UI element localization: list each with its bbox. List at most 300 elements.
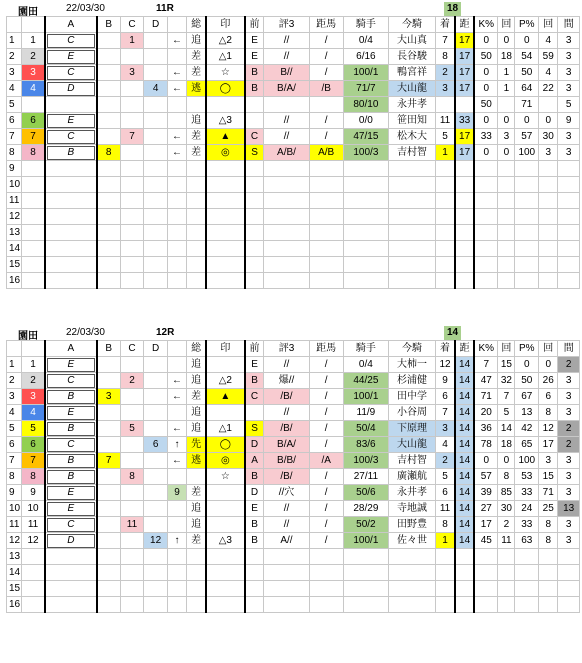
cell-b[interactable] bbox=[97, 257, 121, 273]
cell-j[interactable]: 0/0 bbox=[343, 113, 388, 129]
cell-r[interactable]: 小谷周 bbox=[388, 405, 435, 421]
cell-n[interactable]: 15 bbox=[7, 581, 22, 597]
cell-g[interactable]: 5 bbox=[558, 97, 580, 113]
cell-w[interactable]: 5 bbox=[22, 421, 46, 437]
cell-kp[interactable]: 0 bbox=[474, 33, 498, 49]
cell-k2[interactable]: 1 bbox=[498, 65, 515, 81]
cell-b[interactable] bbox=[97, 49, 121, 65]
cell-k2[interactable]: 0 bbox=[498, 33, 515, 49]
cell-ch[interactable]: 3 bbox=[436, 81, 455, 97]
cell-c[interactable] bbox=[120, 405, 144, 421]
cell-r[interactable]: 廣瀬航 bbox=[388, 469, 435, 485]
cell-k[interactable]: / bbox=[309, 129, 343, 145]
cell-d[interactable] bbox=[144, 145, 168, 161]
cell-p2[interactable]: 26 bbox=[539, 373, 558, 389]
cell-k[interactable]: / bbox=[309, 389, 343, 405]
column-header[interactable]: D bbox=[144, 341, 168, 357]
cell-ch[interactable] bbox=[436, 161, 455, 177]
cell-k2[interactable]: 30 bbox=[498, 501, 515, 517]
cell-a[interactable] bbox=[45, 501, 97, 517]
cell-ds[interactable]: 17 bbox=[455, 129, 474, 145]
cell-h[interactable] bbox=[264, 225, 309, 241]
cell-n[interactable]: 11 bbox=[7, 517, 22, 533]
cell-pp[interactable]: 65 bbox=[515, 437, 539, 453]
cell-ds[interactable] bbox=[455, 257, 474, 273]
column-header[interactable]: 着 bbox=[436, 17, 455, 33]
cell-pp[interactable]: 24 bbox=[515, 501, 539, 517]
cell-arr[interactable] bbox=[167, 161, 186, 177]
cell-j[interactable]: 71/7 bbox=[343, 81, 388, 97]
cell-n[interactable]: 3 bbox=[7, 65, 22, 81]
cell-s[interactable]: 追 bbox=[187, 113, 206, 129]
column-header[interactable] bbox=[167, 17, 186, 33]
cell-ds[interactable]: 17 bbox=[455, 33, 474, 49]
cell-f[interactable] bbox=[245, 581, 264, 597]
cell-g[interactable]: 3 bbox=[558, 33, 580, 49]
cell-w[interactable] bbox=[22, 241, 46, 257]
cell-m[interactable] bbox=[206, 357, 245, 373]
cell-a[interactable] bbox=[45, 161, 97, 177]
column-header[interactable]: A bbox=[45, 341, 97, 357]
cell-ch[interactable] bbox=[436, 225, 455, 241]
cell-b[interactable] bbox=[97, 533, 121, 549]
cell-m[interactable] bbox=[206, 597, 245, 613]
cell-arr[interactable] bbox=[167, 257, 186, 273]
cell-k2[interactable]: 85 bbox=[498, 485, 515, 501]
cell-d[interactable] bbox=[144, 469, 168, 485]
cell-k[interactable] bbox=[309, 597, 343, 613]
cell-g[interactable]: 3 bbox=[558, 129, 580, 145]
column-header[interactable]: P% bbox=[515, 17, 539, 33]
cell-j[interactable]: 0/4 bbox=[343, 357, 388, 373]
cell-f[interactable] bbox=[245, 113, 264, 129]
cell-j[interactable]: 50/6 bbox=[343, 485, 388, 501]
cell-ch[interactable] bbox=[436, 241, 455, 257]
cell-arr[interactable] bbox=[167, 97, 186, 113]
cell-b[interactable] bbox=[97, 129, 121, 145]
cell-pp[interactable]: 100 bbox=[515, 453, 539, 469]
cell-j[interactable]: 100/1 bbox=[343, 65, 388, 81]
cell-d[interactable] bbox=[144, 209, 168, 225]
cell-kp[interactable] bbox=[474, 273, 498, 289]
column-header[interactable]: 騎手 bbox=[343, 17, 388, 33]
cell-g[interactable] bbox=[558, 177, 580, 193]
cell-w[interactable] bbox=[22, 209, 46, 225]
cell-m[interactable] bbox=[206, 177, 245, 193]
cell-b[interactable] bbox=[97, 225, 121, 241]
cell-p2[interactable]: 17 bbox=[539, 437, 558, 453]
cell-h[interactable]: // bbox=[264, 501, 309, 517]
column-header[interactable]: 回 bbox=[539, 341, 558, 357]
cell-g[interactable] bbox=[558, 241, 580, 257]
cell-d[interactable] bbox=[144, 49, 168, 65]
cell-m[interactable]: △2 bbox=[206, 373, 245, 389]
cell-n[interactable]: 12 bbox=[7, 209, 22, 225]
cell-w[interactable]: 8 bbox=[22, 145, 46, 161]
cell-f[interactable] bbox=[245, 161, 264, 177]
cell-g[interactable]: 2 bbox=[558, 421, 580, 437]
cell-k[interactable]: / bbox=[309, 405, 343, 421]
cell-ds[interactable] bbox=[455, 273, 474, 289]
cell-p2[interactable]: 59 bbox=[539, 49, 558, 65]
cell-p2[interactable]: 0 bbox=[539, 357, 558, 373]
cell-k2[interactable] bbox=[498, 225, 515, 241]
cell-c[interactable] bbox=[120, 161, 144, 177]
cell-j[interactable]: 50/4 bbox=[343, 421, 388, 437]
cell-ds[interactable] bbox=[455, 565, 474, 581]
cell-k2[interactable]: 0 bbox=[498, 453, 515, 469]
cell-w[interactable]: 9 bbox=[22, 485, 46, 501]
cell-a[interactable] bbox=[45, 517, 97, 533]
cell-h[interactable] bbox=[264, 241, 309, 257]
cell-arr[interactable]: ← bbox=[167, 421, 186, 437]
cell-h[interactable]: B/B/ bbox=[264, 453, 309, 469]
cell-s[interactable] bbox=[187, 97, 206, 113]
cell-r[interactable]: 笹田知 bbox=[388, 113, 435, 129]
cell-d[interactable] bbox=[144, 405, 168, 421]
cell-j[interactable]: 28/29 bbox=[343, 501, 388, 517]
cell-b[interactable] bbox=[97, 81, 121, 97]
column-header[interactable]: 総 bbox=[187, 341, 206, 357]
cell-ds[interactable] bbox=[455, 193, 474, 209]
cell-n[interactable]: 5 bbox=[7, 97, 22, 113]
cell-k[interactable]: / bbox=[309, 533, 343, 549]
cell-f[interactable]: B bbox=[245, 517, 264, 533]
cell-arr[interactable]: ← bbox=[167, 389, 186, 405]
cell-n[interactable]: 9 bbox=[7, 485, 22, 501]
cell-g[interactable]: 3 bbox=[558, 469, 580, 485]
cell-n[interactable]: 1 bbox=[7, 33, 22, 49]
cell-arr[interactable]: ← bbox=[167, 453, 186, 469]
cell-kp[interactable]: 33 bbox=[474, 129, 498, 145]
cell-a[interactable] bbox=[45, 65, 97, 81]
cell-m[interactable] bbox=[206, 517, 245, 533]
cell-n[interactable]: 12 bbox=[7, 533, 22, 549]
cell-p2[interactable] bbox=[539, 193, 558, 209]
column-header[interactable]: 距馬 bbox=[309, 17, 343, 33]
cell-h[interactable]: /B/ bbox=[264, 389, 309, 405]
column-header[interactable] bbox=[22, 17, 46, 33]
cell-ch[interactable]: 1 bbox=[436, 533, 455, 549]
cell-ds[interactable] bbox=[455, 241, 474, 257]
cell-n[interactable]: 2 bbox=[7, 373, 22, 389]
cell-c[interactable]: 1 bbox=[120, 33, 144, 49]
cell-g[interactable]: 3 bbox=[558, 49, 580, 65]
cell-ds[interactable]: 17 bbox=[455, 65, 474, 81]
cell-k[interactable]: / bbox=[309, 485, 343, 501]
cell-pp[interactable]: 71 bbox=[515, 97, 539, 113]
cell-ds[interactable]: 14 bbox=[455, 405, 474, 421]
cell-arr[interactable] bbox=[167, 225, 186, 241]
cell-d[interactable] bbox=[144, 193, 168, 209]
cell-s[interactable]: 差 bbox=[187, 49, 206, 65]
cell-w[interactable]: 7 bbox=[22, 129, 46, 145]
cell-d[interactable]: 4 bbox=[144, 81, 168, 97]
cell-k2[interactable] bbox=[498, 565, 515, 581]
cell-k[interactable]: / bbox=[309, 357, 343, 373]
cell-r[interactable]: 杉浦健 bbox=[388, 373, 435, 389]
cell-c[interactable]: 7 bbox=[120, 129, 144, 145]
cell-b[interactable] bbox=[97, 241, 121, 257]
cell-n[interactable]: 9 bbox=[7, 161, 22, 177]
cell-ch[interactable] bbox=[436, 597, 455, 613]
cell-w[interactable]: 12 bbox=[22, 533, 46, 549]
cell-ch[interactable]: 11 bbox=[436, 501, 455, 517]
cell-c[interactable] bbox=[120, 177, 144, 193]
cell-h[interactable] bbox=[264, 161, 309, 177]
column-header[interactable]: P% bbox=[515, 341, 539, 357]
cell-w[interactable]: 2 bbox=[22, 373, 46, 389]
cell-ds[interactable]: 14 bbox=[455, 517, 474, 533]
cell-ds[interactable] bbox=[455, 225, 474, 241]
cell-d[interactable] bbox=[144, 33, 168, 49]
cell-w[interactable] bbox=[22, 597, 46, 613]
cell-d[interactable] bbox=[144, 273, 168, 289]
cell-p2[interactable]: 22 bbox=[539, 81, 558, 97]
cell-m[interactable] bbox=[206, 209, 245, 225]
cell-s[interactable] bbox=[187, 273, 206, 289]
cell-a[interactable] bbox=[45, 209, 97, 225]
column-header[interactable]: 評3 bbox=[264, 17, 309, 33]
cell-d[interactable] bbox=[144, 129, 168, 145]
cell-a[interactable] bbox=[45, 565, 97, 581]
cell-c[interactable] bbox=[120, 501, 144, 517]
cell-p2[interactable]: 8 bbox=[539, 533, 558, 549]
cell-b[interactable] bbox=[97, 581, 121, 597]
cell-k2[interactable]: 14 bbox=[498, 421, 515, 437]
cell-f[interactable] bbox=[245, 177, 264, 193]
cell-m[interactable]: △3 bbox=[206, 533, 245, 549]
cell-n[interactable]: 7 bbox=[7, 453, 22, 469]
cell-pp[interactable]: 63 bbox=[515, 533, 539, 549]
cell-j[interactable]: 44/25 bbox=[343, 373, 388, 389]
cell-a[interactable] bbox=[45, 97, 97, 113]
cell-ch[interactable] bbox=[436, 209, 455, 225]
cell-p2[interactable]: 8 bbox=[539, 517, 558, 533]
cell-s[interactable]: 差 bbox=[187, 485, 206, 501]
cell-k[interactable]: / bbox=[309, 33, 343, 49]
cell-r[interactable]: 松木大 bbox=[388, 129, 435, 145]
cell-pp[interactable] bbox=[515, 225, 539, 241]
cell-f[interactable] bbox=[245, 597, 264, 613]
cell-a[interactable] bbox=[45, 129, 97, 145]
cell-pp[interactable]: 64 bbox=[515, 81, 539, 97]
cell-d[interactable] bbox=[144, 549, 168, 565]
cell-f[interactable]: E bbox=[245, 33, 264, 49]
cell-d[interactable] bbox=[144, 485, 168, 501]
cell-m[interactable] bbox=[206, 549, 245, 565]
cell-kp[interactable]: 50 bbox=[474, 49, 498, 65]
cell-w[interactable]: 1 bbox=[22, 357, 46, 373]
cell-f[interactable]: E bbox=[245, 49, 264, 65]
cell-p2[interactable] bbox=[539, 581, 558, 597]
cell-pp[interactable] bbox=[515, 581, 539, 597]
cell-h[interactable] bbox=[264, 97, 309, 113]
cell-g[interactable]: 3 bbox=[558, 373, 580, 389]
cell-j[interactable]: 100/1 bbox=[343, 389, 388, 405]
cell-s[interactable]: 差 bbox=[187, 129, 206, 145]
cell-h[interactable]: // bbox=[264, 49, 309, 65]
cell-p2[interactable]: 15 bbox=[539, 469, 558, 485]
cell-k2[interactable]: 7 bbox=[498, 389, 515, 405]
column-header[interactable]: 間 bbox=[558, 341, 580, 357]
cell-j[interactable]: 0/4 bbox=[343, 33, 388, 49]
cell-s[interactable]: 差 bbox=[187, 389, 206, 405]
cell-h[interactable]: // bbox=[264, 357, 309, 373]
cell-ds[interactable]: 17 bbox=[455, 81, 474, 97]
cell-r[interactable] bbox=[388, 581, 435, 597]
cell-k[interactable]: A/B bbox=[309, 145, 343, 161]
cell-w[interactable]: 4 bbox=[22, 81, 46, 97]
cell-k2[interactable]: 3 bbox=[498, 129, 515, 145]
column-header[interactable]: 着 bbox=[436, 341, 455, 357]
cell-ch[interactable]: 4 bbox=[436, 437, 455, 453]
cell-w[interactable]: 2 bbox=[22, 49, 46, 65]
cell-k[interactable]: / bbox=[309, 517, 343, 533]
cell-k2[interactable]: 1 bbox=[498, 81, 515, 97]
cell-ds[interactable]: 14 bbox=[455, 501, 474, 517]
cell-ds[interactable]: 14 bbox=[455, 485, 474, 501]
cell-ds[interactable]: 14 bbox=[455, 533, 474, 549]
cell-k2[interactable] bbox=[498, 581, 515, 597]
cell-c[interactable] bbox=[120, 209, 144, 225]
cell-n[interactable]: 14 bbox=[7, 565, 22, 581]
cell-kp[interactable]: 47 bbox=[474, 373, 498, 389]
cell-r[interactable] bbox=[388, 565, 435, 581]
cell-w[interactable]: 3 bbox=[22, 389, 46, 405]
cell-h[interactable] bbox=[264, 257, 309, 273]
cell-f[interactable]: B bbox=[245, 65, 264, 81]
cell-b[interactable] bbox=[97, 273, 121, 289]
cell-c[interactable] bbox=[120, 113, 144, 129]
cell-k[interactable] bbox=[309, 565, 343, 581]
cell-n[interactable]: 8 bbox=[7, 469, 22, 485]
cell-d[interactable] bbox=[144, 113, 168, 129]
cell-p2[interactable] bbox=[539, 177, 558, 193]
cell-m[interactable]: ▲ bbox=[206, 389, 245, 405]
cell-h[interactable]: /B/ bbox=[264, 421, 309, 437]
cell-k2[interactable]: 18 bbox=[498, 49, 515, 65]
cell-kp[interactable] bbox=[474, 209, 498, 225]
cell-kp[interactable]: 71 bbox=[474, 389, 498, 405]
cell-f[interactable]: C bbox=[245, 389, 264, 405]
cell-arr[interactable]: ← bbox=[167, 81, 186, 97]
cell-c[interactable]: 5 bbox=[120, 421, 144, 437]
cell-j[interactable]: 83/6 bbox=[343, 437, 388, 453]
cell-g[interactable]: 3 bbox=[558, 81, 580, 97]
cell-a[interactable] bbox=[45, 49, 97, 65]
cell-p2[interactable] bbox=[539, 273, 558, 289]
cell-s[interactable] bbox=[187, 241, 206, 257]
cell-m[interactable] bbox=[206, 97, 245, 113]
cell-w[interactable] bbox=[22, 273, 46, 289]
cell-kp[interactable] bbox=[474, 597, 498, 613]
column-header[interactable]: C bbox=[120, 341, 144, 357]
cell-ds[interactable]: 33 bbox=[455, 113, 474, 129]
column-header[interactable] bbox=[167, 341, 186, 357]
cell-s[interactable] bbox=[187, 225, 206, 241]
cell-k2[interactable] bbox=[498, 177, 515, 193]
cell-s[interactable] bbox=[187, 549, 206, 565]
cell-c[interactable] bbox=[120, 389, 144, 405]
cell-n[interactable]: 3 bbox=[7, 389, 22, 405]
cell-k[interactable]: / bbox=[309, 373, 343, 389]
cell-k[interactable] bbox=[309, 177, 343, 193]
cell-m[interactable] bbox=[206, 485, 245, 501]
cell-n[interactable]: 10 bbox=[7, 177, 22, 193]
cell-pp[interactable]: 54 bbox=[515, 49, 539, 65]
cell-s[interactable]: 追 bbox=[187, 405, 206, 421]
cell-s[interactable]: 追 bbox=[187, 501, 206, 517]
cell-p2[interactable]: 3 bbox=[539, 145, 558, 161]
cell-k2[interactable] bbox=[498, 241, 515, 257]
cell-b[interactable] bbox=[97, 485, 121, 501]
column-header[interactable] bbox=[7, 17, 22, 33]
cell-a[interactable] bbox=[45, 145, 97, 161]
cell-s[interactable] bbox=[187, 193, 206, 209]
cell-h[interactable] bbox=[264, 565, 309, 581]
cell-pp[interactable]: 13 bbox=[515, 405, 539, 421]
cell-kp[interactable] bbox=[474, 241, 498, 257]
cell-n[interactable]: 11 bbox=[7, 193, 22, 209]
cell-b[interactable]: 7 bbox=[97, 453, 121, 469]
cell-kp[interactable] bbox=[474, 565, 498, 581]
cell-g[interactable] bbox=[558, 193, 580, 209]
column-header[interactable]: 今騎 bbox=[388, 17, 435, 33]
cell-c[interactable] bbox=[120, 241, 144, 257]
cell-arr[interactable] bbox=[167, 565, 186, 581]
cell-b[interactable] bbox=[97, 357, 121, 373]
cell-a[interactable] bbox=[45, 193, 97, 209]
column-header[interactable]: K% bbox=[474, 17, 498, 33]
cell-a[interactable] bbox=[45, 177, 97, 193]
cell-s[interactable]: 差 bbox=[187, 145, 206, 161]
column-header[interactable]: 騎手 bbox=[343, 341, 388, 357]
cell-g[interactable] bbox=[558, 225, 580, 241]
cell-p2[interactable]: 4 bbox=[539, 65, 558, 81]
cell-h[interactable]: B// bbox=[264, 65, 309, 81]
cell-arr[interactable] bbox=[167, 469, 186, 485]
cell-f[interactable] bbox=[245, 225, 264, 241]
cell-f[interactable]: C bbox=[245, 129, 264, 145]
cell-k2[interactable]: 5 bbox=[498, 405, 515, 421]
cell-r[interactable]: 長谷駿 bbox=[388, 49, 435, 65]
cell-c[interactable]: 11 bbox=[120, 517, 144, 533]
cell-ds[interactable]: 14 bbox=[455, 357, 474, 373]
cell-kp[interactable]: 0 bbox=[474, 65, 498, 81]
cell-m[interactable] bbox=[206, 241, 245, 257]
cell-pp[interactable]: 50 bbox=[515, 65, 539, 81]
cell-b[interactable] bbox=[97, 161, 121, 177]
column-header[interactable]: B bbox=[97, 17, 121, 33]
cell-h[interactable]: // bbox=[264, 517, 309, 533]
cell-b[interactable] bbox=[97, 177, 121, 193]
cell-h[interactable]: // bbox=[264, 33, 309, 49]
cell-ch[interactable] bbox=[436, 193, 455, 209]
cell-kp[interactable]: 17 bbox=[474, 517, 498, 533]
cell-p2[interactable]: 12 bbox=[539, 421, 558, 437]
cell-a[interactable] bbox=[45, 469, 97, 485]
cell-c[interactable] bbox=[120, 549, 144, 565]
cell-k2[interactable] bbox=[498, 193, 515, 209]
cell-ch[interactable]: 5 bbox=[436, 469, 455, 485]
cell-h[interactable] bbox=[264, 273, 309, 289]
cell-d[interactable] bbox=[144, 373, 168, 389]
cell-n[interactable]: 8 bbox=[7, 145, 22, 161]
cell-h[interactable]: /B/ bbox=[264, 469, 309, 485]
cell-r[interactable] bbox=[388, 273, 435, 289]
cell-r[interactable]: 下原理 bbox=[388, 421, 435, 437]
